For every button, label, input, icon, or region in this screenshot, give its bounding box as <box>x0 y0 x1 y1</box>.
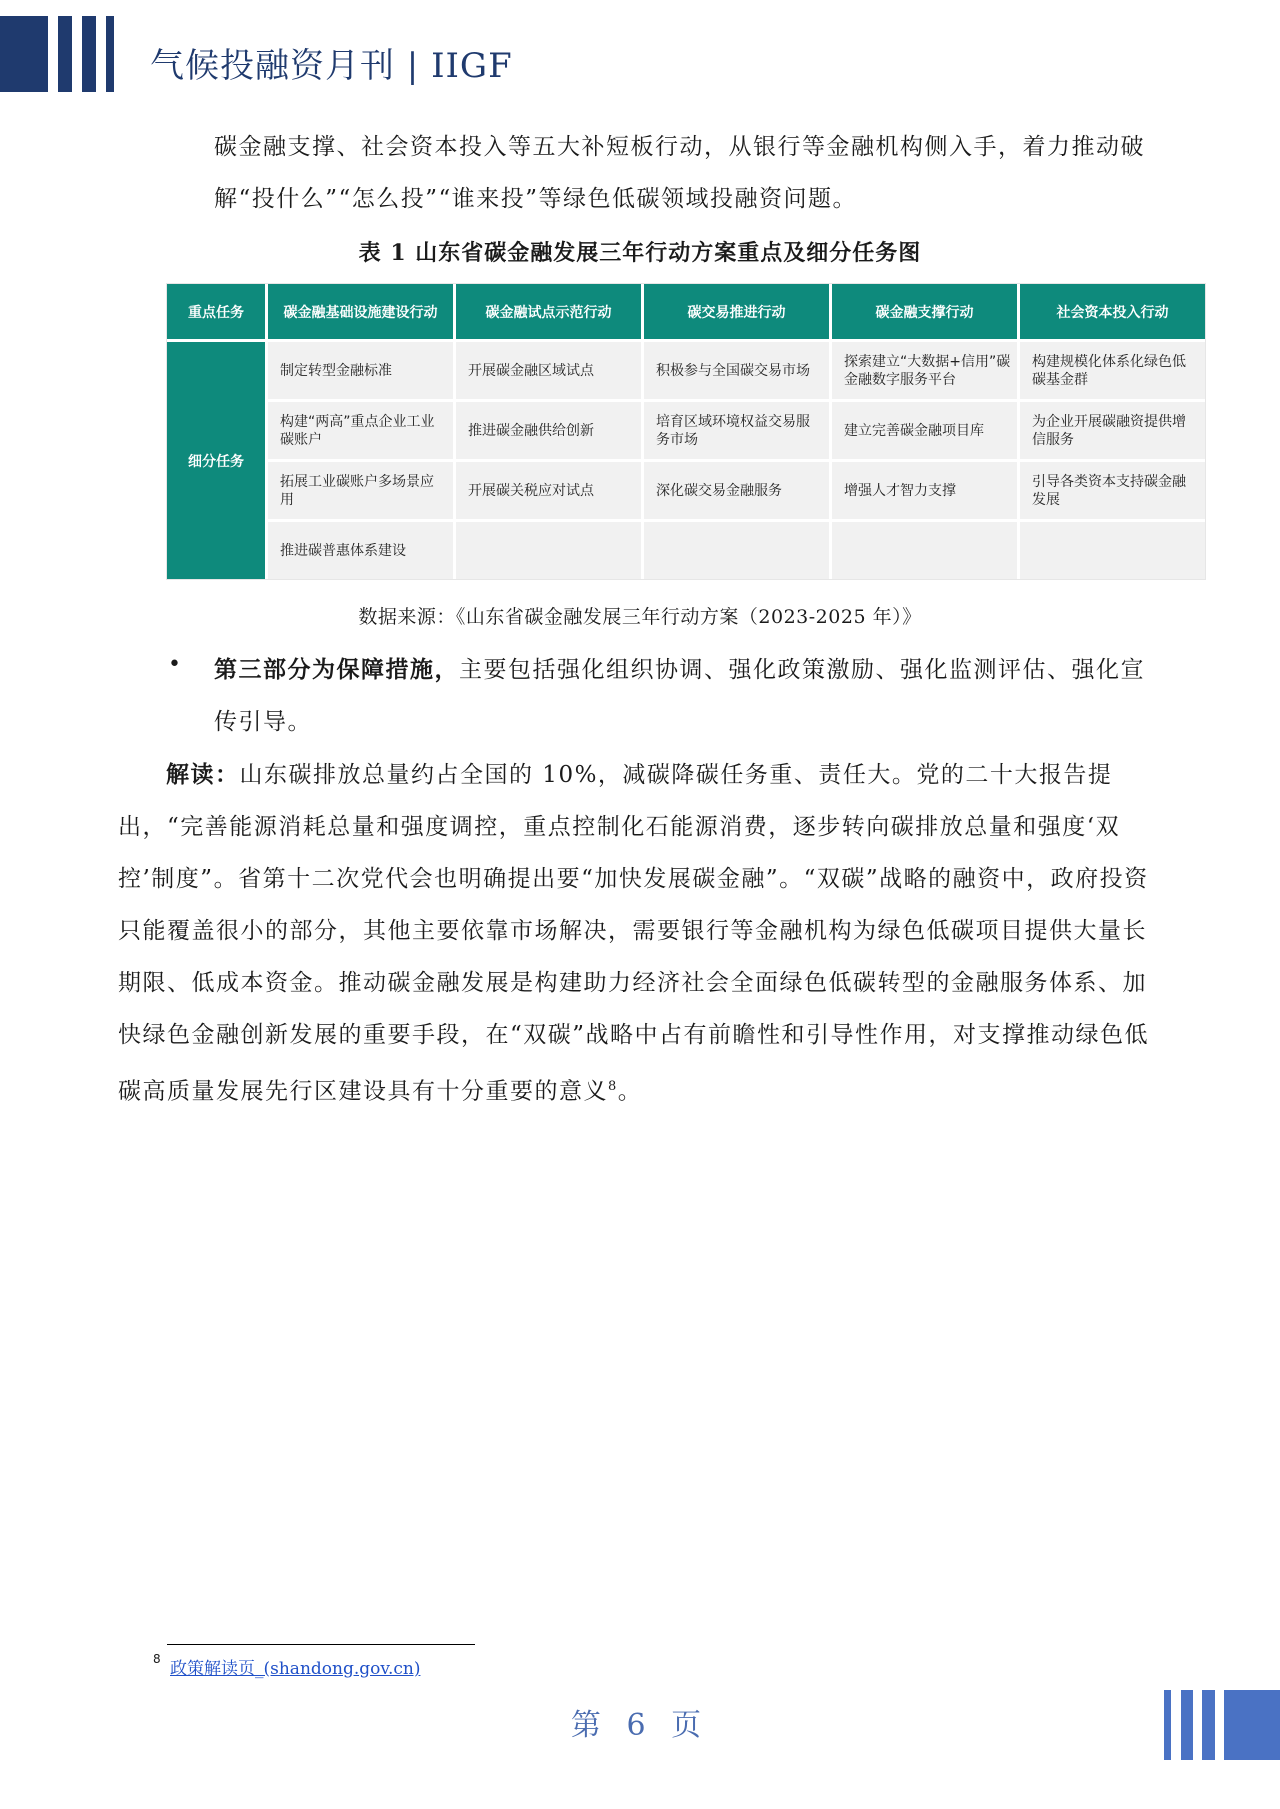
table-header: 碳交易推进行动 <box>644 284 829 339</box>
table-cell: 制定转型金融标准 <box>268 342 453 399</box>
table-cell <box>832 522 1017 579</box>
table-cell: 深化碳交易金融服务 <box>644 462 829 519</box>
table-cell: 推进碳普惠体系建设 <box>268 522 453 579</box>
interpretation-end: 。 <box>617 1078 643 1105</box>
footnote-link[interactable]: 政策解读页_(shandong.gov.cn) <box>170 1659 421 1679</box>
table-cell <box>644 522 829 579</box>
interpretation-text: 山东碳排放总量约占全国的 10%，减碳降碳任务重、责任大。党的二十大报告提出，“完善能源消耗总量和强度调控，重点控制化石能源消费，逐步转向碳排放总量和强度‘双控’制度”。省第十二次党代会也明确提出要“加快发展碳金融”。“双碳”战略的融资中，政府投资只能覆盖很小的部分，其他主要依靠市场解决，需要银行等金融机构为绿色低碳项目提供大量长期限、低成本资金。推动碳金融发展是构建助力经济社会全面绿色低碳转型的金融服务体系、加快绿色金融创新发展的重要手段，在“双碳”战略中占有前瞻性和引导性作用，对支撑推动绿色低碳高质量发展先行区建设具有十分重要的意义 <box>118 762 1150 1105</box>
interpretation-paragraph <box>118 749 1158 1118</box>
table-header: 碳金融试点示范行动 <box>456 284 641 339</box>
table-cell: 积极参与全国碳交易市场 <box>644 342 829 399</box>
table-cell <box>1020 522 1205 579</box>
page-number: 第 6 页 <box>570 1708 710 1743</box>
table-cell: 增强人才智力支撑 <box>832 462 1017 519</box>
bullet-text: 主要包括强化组织协调、强化政策激励、强化监测评估、强化宣传引导。 <box>214 657 1145 735</box>
table-cell: 引导各类资本支持碳金融发展 <box>1020 462 1205 519</box>
table-cell: 建立完善碳金融项目库 <box>832 402 1017 459</box>
bullet-symbol: • <box>168 652 181 677</box>
table-row-label: 细分任务 <box>167 342 265 579</box>
footnote-divider <box>167 1644 475 1645</box>
task-table <box>167 284 1205 579</box>
table-cell: 探索建立“大数据+信用”碳金融数字服务平台 <box>832 342 1017 399</box>
table-cell: 培育区域环境权益交易服务市场 <box>644 402 829 459</box>
header-title: 气候投融资月刊 | IIGF <box>150 46 513 86</box>
table-cell: 推进碳金融供给创新 <box>456 402 641 459</box>
table-cell: 构建“两高”重点企业工业碳账户 <box>268 402 453 459</box>
table-cell: 为企业开展碳融资提供增信服务 <box>1020 402 1205 459</box>
table-header: 碳金融支撑行动 <box>832 284 1017 339</box>
table-cell: 构建规模化体系化绿色低碳基金群 <box>1020 342 1205 399</box>
footnote-number: 8 <box>153 1652 161 1666</box>
table-header: 社会资本投入行动 <box>1020 284 1205 339</box>
table-cell <box>456 522 641 579</box>
bullet-bold: 第三部分为保障措施， <box>214 656 459 683</box>
intro-paragraph: 碳金融支撑、社会资本投入等五大补短板行动，从银行等金融机构侧入手，着力推动破解“投什么”“怎么投”“谁来投”等绿色低碳领域投融资问题。 <box>214 134 1145 212</box>
table-cell: 拓展工业碳账户多场景应用 <box>268 462 453 519</box>
footnote-ref[interactable]: 8 <box>608 1079 618 1094</box>
table-cell: 开展碳关税应对试点 <box>456 462 641 519</box>
bullet-paragraph <box>214 644 1156 748</box>
interpretation-label: 解读： <box>166 761 240 788</box>
table-caption: 表 1 山东省碳金融发展三年行动方案重点及细分任务图 <box>358 240 922 266</box>
table-header-first: 重点任务 <box>167 284 265 339</box>
table-header: 碳金融基础设施建设行动 <box>268 284 453 339</box>
table-cell: 开展碳金融区域试点 <box>456 342 641 399</box>
table-source: 数据来源：《山东省碳金融发展三年行动方案（2023-2025 年）》 <box>358 606 922 628</box>
